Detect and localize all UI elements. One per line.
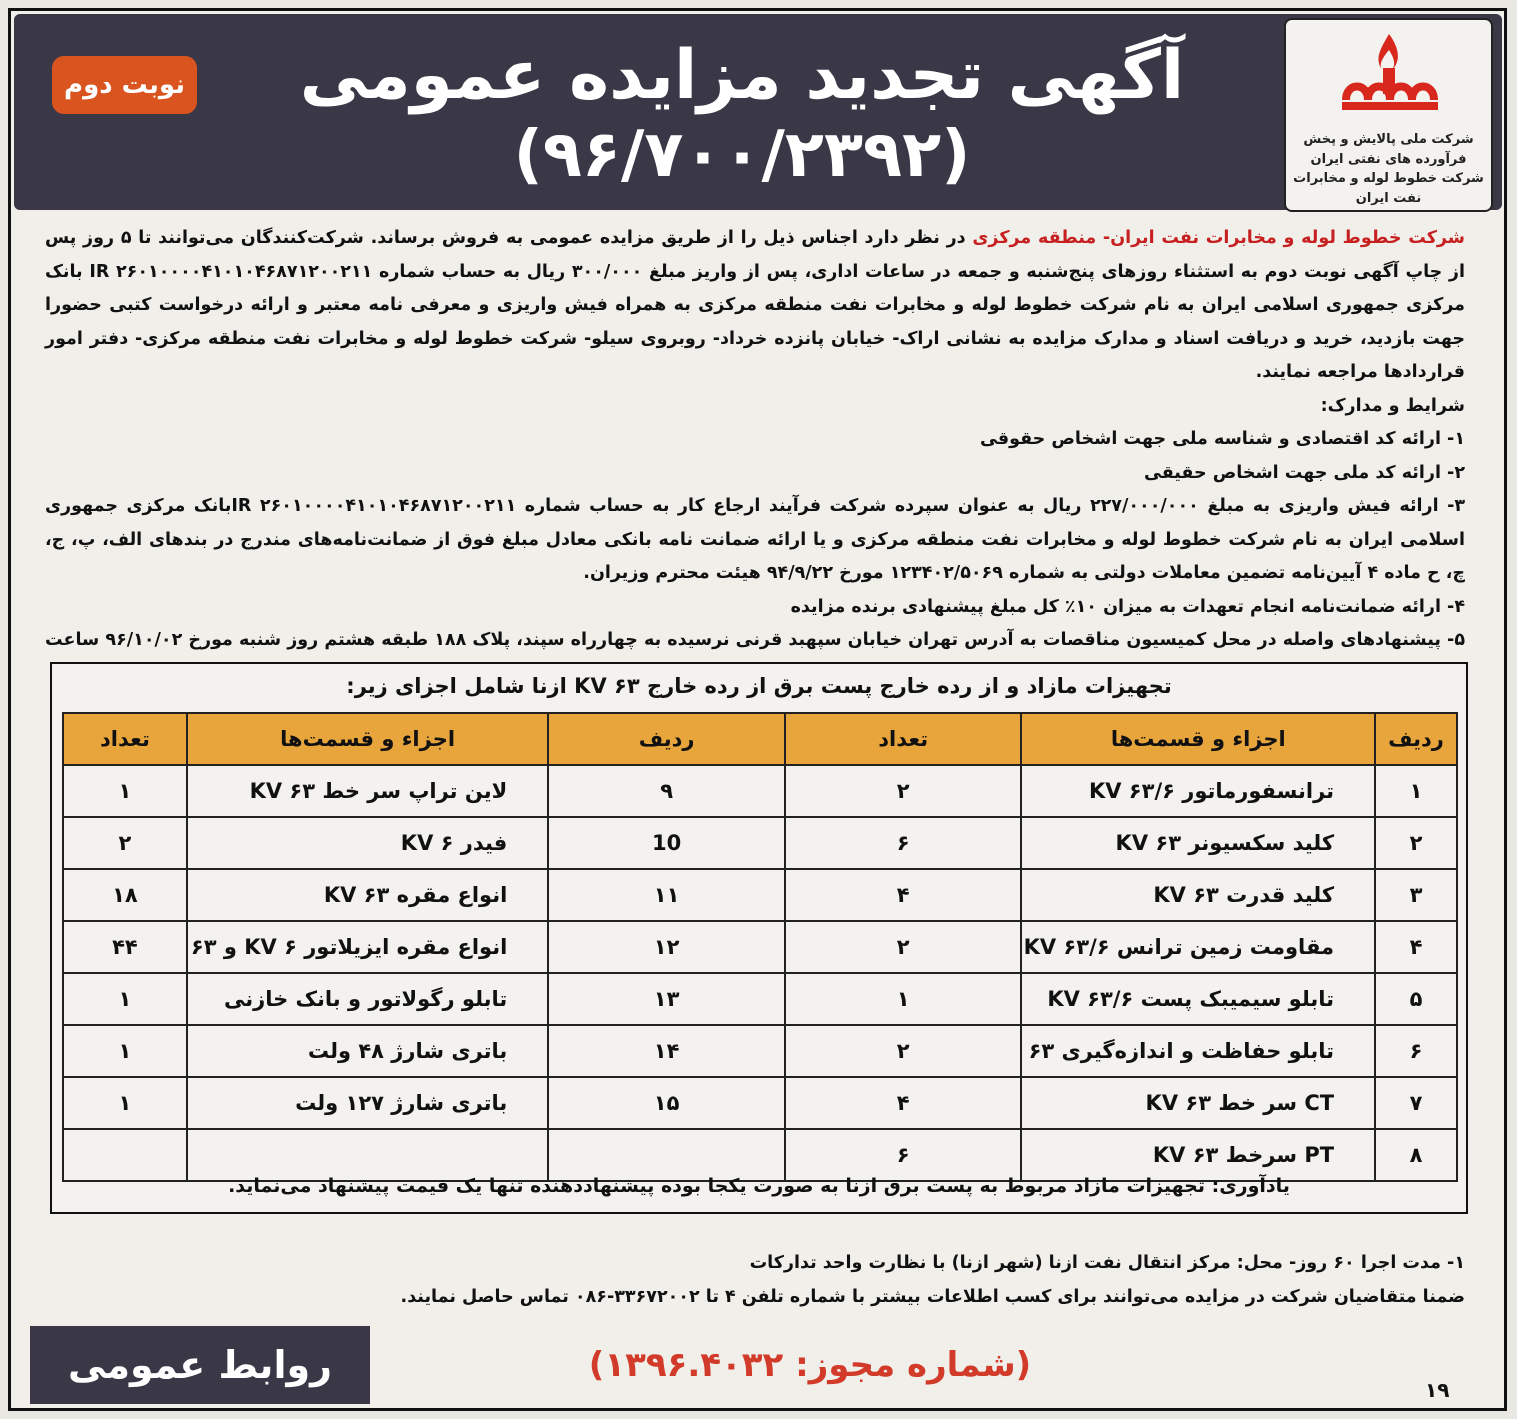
item-count: ۲ xyxy=(785,765,1022,817)
table-row xyxy=(63,921,1457,973)
header-banner xyxy=(14,14,1502,210)
table-row xyxy=(63,765,1457,817)
item-name: کلید قدرت KV ۶۳ xyxy=(1021,869,1375,921)
item-name: انواع مقره ایزیلاتور KV ۶ و ۶۳ xyxy=(187,921,548,973)
item-count: ۱ xyxy=(63,765,187,817)
row-number: ۵ xyxy=(1375,973,1457,1025)
item-count: ۶ xyxy=(785,1129,1022,1181)
item-name: تابلو رگولاتور و بانک خازنی xyxy=(187,973,548,1025)
company-logo xyxy=(1284,18,1493,212)
row-number: ۳ xyxy=(1375,869,1457,921)
header-item: اجزاء و قسمت‌ها xyxy=(1021,713,1375,765)
header-count: تعداد xyxy=(63,713,187,765)
item-count: ۲ xyxy=(785,921,1022,973)
intro-paragraph xyxy=(45,222,1465,390)
item-name: تابلو حفاظت و اندازه‌گیری ۶۳ xyxy=(1021,1025,1375,1077)
table-row xyxy=(63,1077,1457,1129)
item-name: باتری شارژ ۱۲۷ ولت xyxy=(187,1077,548,1129)
footer-notes xyxy=(45,1246,1465,1314)
item-count: ۲ xyxy=(785,1025,1022,1077)
second-publication-badge: نوبت دوم xyxy=(52,56,197,114)
ad-body xyxy=(45,222,1465,691)
row-number: ۱۵ xyxy=(548,1077,785,1129)
condition-2: ۲- ارائه کد ملی جهت اشخاص حقیقی xyxy=(1143,462,1465,483)
header-count: تعداد xyxy=(785,713,1022,765)
row-number: 10 xyxy=(548,817,785,869)
item-count: ۱ xyxy=(63,1025,187,1077)
item-count: ۴۴ xyxy=(63,921,187,973)
ad-number: (۹۶/۷۰۰/۲۳۹۲) xyxy=(513,118,971,192)
row-number: ۶ xyxy=(1375,1025,1457,1077)
condition-4: ۴- ارائه ضمانت‌نامه انجام تعهدات به میزان ۱۰٪ کل مبلغ پیشنهادی برنده مزایده xyxy=(790,596,1465,617)
public-relations-label: روابط عمومی xyxy=(30,1326,370,1404)
condition-5: ۵- پیشنهادهای واصله در محل کمیسیون مناقصات به آدرس تهران خیابان سپهبد قرنی نرسیده به چهارراه سپند، پلاک ۱۸۸ طبقه هشتم روز شنبه مورخ ۹۶/۱۰/۰۲ ساعت xyxy=(45,630,1466,650)
item-count: ۴ xyxy=(785,869,1022,921)
logo-line-2: شرکت خطوط لوله و مخابرات نفت ایران xyxy=(1293,171,1484,206)
row-number: ۱۱ xyxy=(548,869,785,921)
header-item: اجزاء و قسمت‌ها xyxy=(187,713,548,765)
item-name: مقاومت زمین ترانس KV ۶۳/۶ xyxy=(1021,921,1375,973)
item-count: ۱ xyxy=(63,973,187,1025)
header-row-no: ردیف xyxy=(1375,713,1457,765)
row-number: ۲ xyxy=(1375,817,1457,869)
row-number: ۱۲ xyxy=(548,921,785,973)
header-row-no: ردیف xyxy=(548,713,785,765)
flame-logo-icon xyxy=(1334,30,1444,126)
item-name: ترانسفورماتور KV ۶۳/۶ xyxy=(1021,765,1375,817)
logo-line-1: شرکت ملی پالایش و پخش فرآورده های نفتی ایران xyxy=(1303,132,1474,167)
table-row xyxy=(63,1025,1457,1077)
equipment-table xyxy=(62,712,1458,1182)
intro-text: در نظر دارد اجناس ذیل را از طریق مزایده عمومی به فروش برساند. شرکت‌کنندگان می‌توانند تا ۵ روز پس از چاپ آگهی نوبت دوم به استثناء روزهای پنج‌شنبه و جمعه در ساعات اداری، پس از واریز مبلغ ۳۰۰/۰۰۰ ریال به حساب شماره IR ۲۶۰۱۰۰۰۰۴۱۰۱۰۴۶۸۷۱۲۰۰۲۱۱ بانک مرکزی جمهوری اسلامی ایران به نام شرکت خطوط لوله و مخابرات نفت منطقه مرکزی به همراه فیش واریزی و معرفی نامه معتبر و ارائه درخواست کتبی حضورا جهت بازدید، خرید و دریافت اسناد و مدارک مزایده به نشانی اراک- خیابان پانزده خرداد- روبروی سیلو- شرکت خطوط لوله و مخابرات نفت منطقه مرکزی- دفتر امور قراردادها مراجعه نمایند. xyxy=(45,228,1466,382)
table-row xyxy=(63,869,1457,921)
condition-1: ۱- ارائه کد اقتصادی و شناسه ملی جهت اشخاص حقوقی xyxy=(979,429,1465,449)
page-number: ۱۹ xyxy=(1425,1378,1450,1402)
row-number: ۹ xyxy=(548,765,785,817)
table-title: تجهیزات مازاد و از رده خارج پست برق از رده خارج KV ۶۳ ازنا شامل اجزای زیر: xyxy=(346,674,1172,698)
condition-3: ۳- ارائه فیش واریزی به مبلغ ۲۲۷/۰۰۰/۰۰۰ ریال به عنوان سپرده شرکت فرآیند ارجاع کار به حساب شماره ۲۶۰۱۰۰۰۰۴۱۰۱۰۴۶۸۷۱۲۰۰۲۱۱ IRبانک مرکزی جمهوری اسلامی ایران به نام شرکت خطوط لوله و مخابرات نفت منطقه مرکزی و یا ارائه ضمانت نامه بانکی معادل مبلغ فوق از ضمانت‌نامه‌های مندرج در بندهای الف، پ، ج، چ، ح ماده ۴ آیین‌نامه تضمین معاملات دولتی به شماره ۱۲۳۴۰۲/۵۰۶۹ مورخ ۹۴/۹/۲۲ هیئت محترم وزیران. xyxy=(45,496,1466,583)
item-name: تابلو سیمیبک پست KV ۶۳/۶ xyxy=(1021,973,1375,1025)
table-row xyxy=(63,973,1457,1025)
table-header-row xyxy=(63,713,1457,765)
item-count: ۱ xyxy=(63,1077,187,1129)
table-row xyxy=(63,817,1457,869)
equipment-table-box xyxy=(50,662,1468,1214)
item-name: PT سرخط KV ۶۳ xyxy=(1021,1129,1375,1181)
row-number: ۸ xyxy=(1375,1129,1457,1181)
ad-title: آگهی تجدید مزایده عمومی xyxy=(299,36,1185,115)
row-number: ۱۳ xyxy=(548,973,785,1025)
row-number: ۱ xyxy=(1375,765,1457,817)
item-name: فیدر KV ۶ xyxy=(187,817,548,869)
item-name: کلید سکسیونر KV ۶۳ xyxy=(1021,817,1375,869)
item-count: ۲ xyxy=(63,817,187,869)
row-number: ۷ xyxy=(1375,1077,1457,1129)
row-number: ۱۴ xyxy=(548,1025,785,1077)
reminder-note: یادآوری: تجهیزات مازاد مربوط به پست برق ازنا به صورت یکجا بوده پیشنهاددهنده تنها یک قیمت پیشنهاد می‌نماید. xyxy=(228,1175,1290,1197)
item-name: CT سر خط KV ۶۳ xyxy=(1021,1077,1375,1129)
item-count: ۱۸ xyxy=(63,869,187,921)
company-name: شرکت خطوط لوله و مخابرات نفت ایران- منطقه مرکزی xyxy=(972,228,1465,248)
row-number: ۴ xyxy=(1375,921,1457,973)
contact-note: ضمنا متقاضیان شرکت در مزایده می‌توانند برای کسب اطلاعات بیشتر با شماره تلفن ۴ تا ۳۳۶۷۲۰۰۲-۰۸۶ تماس حاصل نمایند. xyxy=(400,1287,1465,1307)
item-count: ۴ xyxy=(785,1077,1022,1129)
item-name: لاین تراپ سر خط KV ۶۳ xyxy=(187,765,548,817)
logo-caption xyxy=(1286,130,1491,208)
permit-number: (شماره مجوز: ۱۳۹۶.۴۰۳۲) xyxy=(588,1345,1032,1385)
execution-note: ۱- مدت اجرا ۶۰ روز- محل: مرکز انتقال نفت ازنا (شهر ازنا) با نظارت واحد تدارکات xyxy=(749,1253,1465,1273)
item-name: انواع مقره KV ۶۳ xyxy=(187,869,548,921)
item-count: ۱ xyxy=(785,973,1022,1025)
item-name: باتری شارژ ۴۸ ولت xyxy=(187,1025,548,1077)
item-count: ۶ xyxy=(785,817,1022,869)
conditions-title: شرایط و مدارک: xyxy=(1320,395,1465,416)
